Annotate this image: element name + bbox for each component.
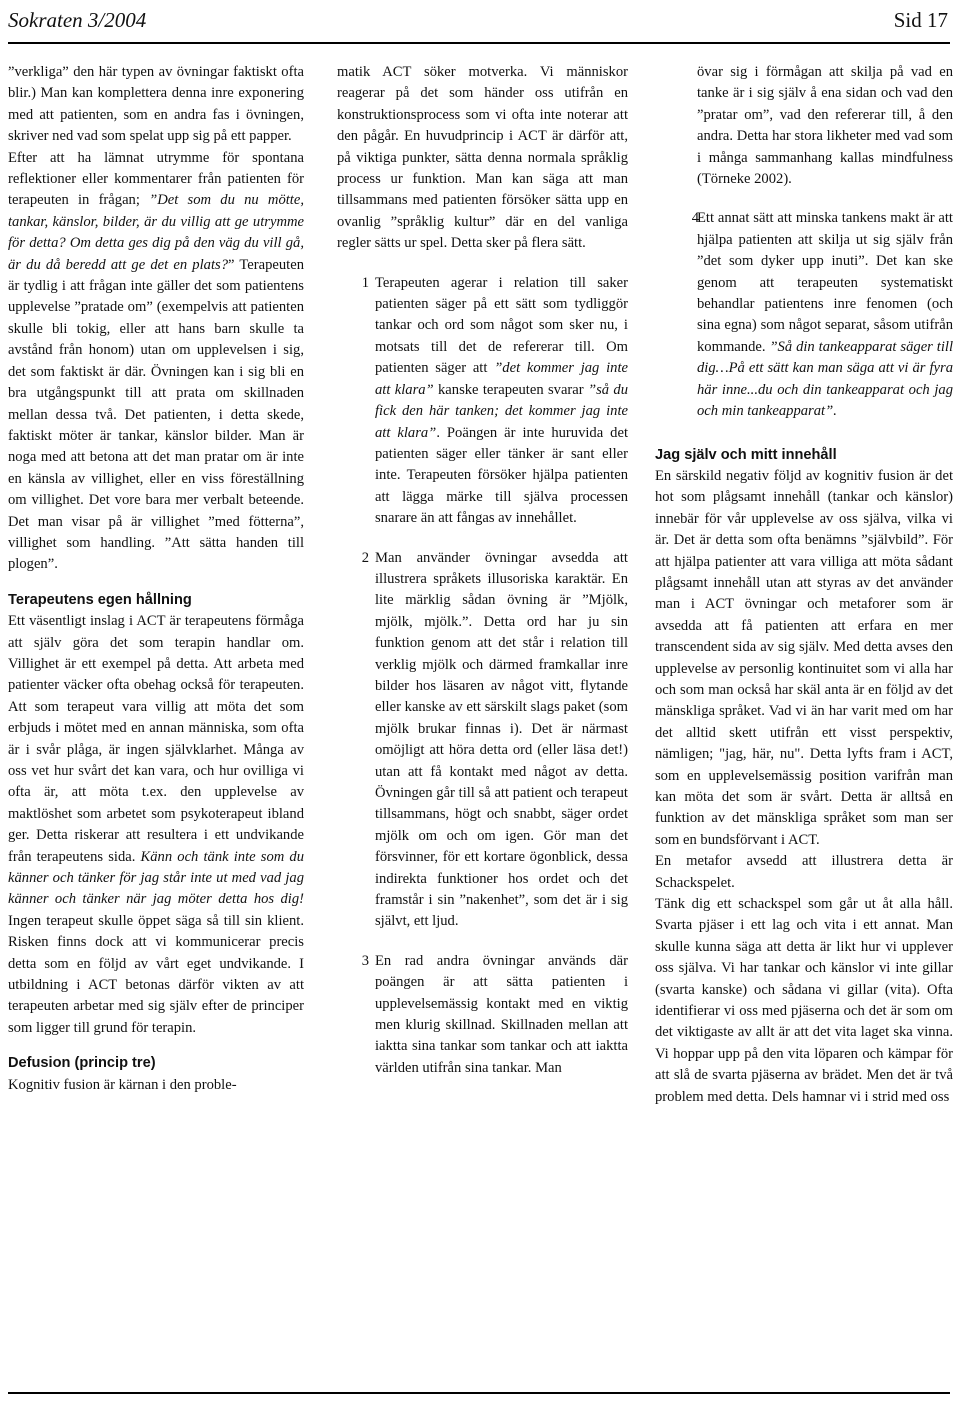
italic-quote: ”det kommer jag inte att klara” <box>375 360 628 398</box>
publication-title: Sokraten 3/2004 <box>8 8 147 32</box>
page-header <box>8 4 950 38</box>
text-run: Ett väsentligt inslag i ACT är terapeutens förmåga att själv göra det som terapin handlar om. Villighet är ett exempel på detta. Att arbeta med patienter väcker ofta obehag också för terapeuten. Att som terapeut vara villig att möta det som erbjuds i mötet med en annan människa, som ofta är i svår plåga, är ingen självklarhet. Många av oss vet hur svårt det kan vara, och hur ovilliga vi ofta är, att möta t.ex. den upplevelse av maktlöshet som arbetet som psykoterapeut ibland ger. Detta riskerar att resultera i ett undvikande från terapeutens sida. <box>8 613 304 865</box>
text-run: Ett annat sätt att minska tankens makt är att hjälpa patienten att skilja ut sig själv från ”det som dyker upp inuti”. Det kan ske genom att terapeuten systematiskt behandlar patientens inre fenomen (och sina egna) som något separat, såsom utifrån kommande. <box>697 210 953 355</box>
item-text <box>375 273 628 530</box>
paragraph: Kognitiv fusion är kärnan i den proble- <box>8 1076 237 1093</box>
header-rule <box>8 42 950 44</box>
text-run: Efter att ha lämnat utrymme för spontana reflektioner eller kommentarer från patienten för terapeuten in frågan; <box>8 149 304 209</box>
item-text: övar sig i förmågan att skilja på vad en tanke är i sig själv å ena sidan och vad den ”pratar om”, vad den refererar till, å den andra. Detta har stora likheter med vad som i många sammanhang kallas mindfulness (Törneke 2002). <box>697 64 953 188</box>
section-heading: Jag själv och mitt innehåll <box>655 446 837 463</box>
item-number: 3 <box>361 952 369 969</box>
text-run: Ingen terapeut skulle öppet säga så till sin klient. Risken finns dock att vi kommunicerar precis detta som en följd av vårt eget undvikande. I utbildning i ACT betonas därför vikten av att terapeuten arbetar med sig själv efter de principer som ligger till grund för terapin. <box>8 912 304 1036</box>
list-item <box>337 273 628 530</box>
text-run: kanske terapeuten svarar <box>433 381 588 398</box>
text-run: Terapeuten agerar i relation till saker patienten säger på ett sätt som tydliggör tankar och ord som något som sker nu, i motsats till det de refererar till. Om patienten säger att <box>375 274 628 377</box>
paragraph: matik ACT söker motverka. Vi människor reagerar på det som händer oss utifrån en konstruktionsprocess som vi ofta inte noterar att den pågår. En huvudprincip i ACT är därför att, på viktiga punkter, sätta denna normala språklig process ur funktion. Man kan säga att man tillsammans med patienten försöker sätta upp en ovanlig ”språklig kultur” där en del vanliga regler sätts ur spel. Detta sker på flera sätt. <box>337 64 628 252</box>
column-3 <box>655 62 953 1108</box>
italic-paragraph: Tänk dig ett schackspel som går ut åt alla håll. Svarta pjäser i ett lag och vita i ett annat. Man skulle kunna säga att detta är likt hur vi upplever oss själva. Vi har tankar och känslor vi inte gillar (svarta kanske) och sådana vi gillar (vita). Ofta identifierar vi oss med pjäserna och det är som om det viktigaste av allt är att det vita laget ska vinna. Vi hoppar upp på den vita löparen och kämpar för att slå de svarta pjäserna av brädet. Men det är två problem med detta. Dels hamnar vi i strid med oss <box>655 896 953 1105</box>
paragraph <box>8 148 304 576</box>
item-number: 2 <box>361 549 369 566</box>
paragraph: En särskild negativ följd av kognitiv fusion är det hot som plågsamt innehåll (tankar och känslor) innebär för vår upplevelse av oss själva, vilka vi är. Det är detta som ofta benämns ”självbild”. För att hjälpa patienter att vara villiga att möta sådant plågsamt innehåll utan att styras av det använder man i ACT övningar och metaforer som är avsedda att få patienten att erfara en mer transcendent sida av sig själv. Med detta avses den upplevelse av personlig kontinuitet som vi alla har och som man också har skäl anta är en följd av det mänskliga språket. Vad vi än har varit med om har det alltid skett utifrån ett visst perspektiv, nämligen; "jag, här, nu". Detta lyfts fram i ACT, som en upplevelsemässig position varifrån man kan möta det som är svårt. Detta är alltså en funktion av det mänskliga språket som man ser som en bundsförvant i ACT. <box>655 467 953 848</box>
list-item <box>337 548 628 933</box>
item-text: En rad andra övningar används där poängen är att sätta patienten i upplevelsemässig kontakt med en viktig men klurig skillnad. Skillnaden mellan att iaktta sina tankar som tankar och att iaktta världen utifrån sina tankar. Man <box>375 952 628 1076</box>
section-heading: Terapeutens egen hållning <box>8 591 192 608</box>
item-number: 1 <box>361 274 369 291</box>
italic-quote: ”Så din tankeapparat säger till dig…På ett sätt kan man säga att vi är fyra här inne...du och din tankeapparat och jag och min tankeapparat”. <box>697 338 953 420</box>
paragraph: ”verkliga” den här typen av övningar faktiskt ofta blir.) Man kan komplettera denna inre exponering med att patienten, som en andra fas i övningen, skriver ned vad som spelat upp sig på ett papper. <box>8 64 304 145</box>
item-text <box>697 208 953 422</box>
italic-quote: ”så du fick den här tanken; det kommer jag inte att klara” <box>375 381 628 441</box>
text-run: ” Terapeuten är tydlig i att frågan inte gäller det som patientens upplevelse ”pratade om” (exempelvis att patienten skulle bli tokig, eller att hans barn skulle ta avstånd från honom) utan om upplevelsen i sig, det som faktiskt är där. Övningen kan i sig bli en bra utgångspunkt till att prata om skillnaden mellan dessa två. Det patienten, i detta skede, faktiskt möter är tankar, känslor bilder. Man är noga med att betona att det man pratar om är inte en känsla av villighet, eller en viss föreställning om villighet. Det vore bara mer verbalt beteende. Det man visar på är villighet ”med fötterna”, villighet som handling. ”Att sätta handen till plogen”. <box>8 256 304 573</box>
section-heading: Defusion (princip tre) <box>8 1055 156 1072</box>
paragraph: En metafor avsedd att illustrera detta är Schackspelet. <box>655 853 953 891</box>
text-run: . Poängen är inte huruvida det patienten säger eller tänker är sant eller inte. Terapeuten försöker hjälpa patienten att lägga märke till själva processen snarare än att fångas av innehållet. <box>375 424 629 527</box>
column-1 <box>8 62 304 1096</box>
paragraph <box>8 611 304 1039</box>
item-text: Man använder övningar avsedda att illustrera språkets illusoriska karaktär. En lite märklig sådan övning är ”Mjölk, mjölk, mjölk.”. Detta ord har ju sin funktion genom att det står i relation till verklig mjölk och därmed framkallar inre bilder hos läsaren av något vitt, flytande eller kanske av ett särskilt slags paket (som mjölk brukar finnas i). Det är närmast omöjligt att höra detta ord (eller läsa det!) utan att få kontakt med något av detta. Övningen går till så att patient och terapeut tillsammans, högt och snabbt, säger ordet mjölk om och om igen. Gör man det försvinner, för ett kortare ögonblick, dessa indirekta funktioner hos ordet och det framstår i sin ”nakenhet”, som det är i sig självt, ett ljud. <box>375 549 628 930</box>
list-item-continued <box>655 62 953 190</box>
footer-rule <box>8 1392 950 1394</box>
italic-quote: ”Det som du nu mötte, tankar, känslor, bilder, är du villig att ge utrymme för detta? Om detta ges dig på den väg du vill gå, är du då beredd att ge det en plats? <box>8 192 304 273</box>
list-item <box>337 951 628 1079</box>
item-number: 4 <box>691 210 699 227</box>
page-number: Sid 17 <box>893 8 948 32</box>
column-2 <box>337 62 628 1079</box>
list-item <box>655 208 953 422</box>
italic-quote: Känn och tänk inte som du känner och tänker för jag står inte ut med vad jag känner och tänker när jag möter detta hos dig! <box>8 848 305 908</box>
